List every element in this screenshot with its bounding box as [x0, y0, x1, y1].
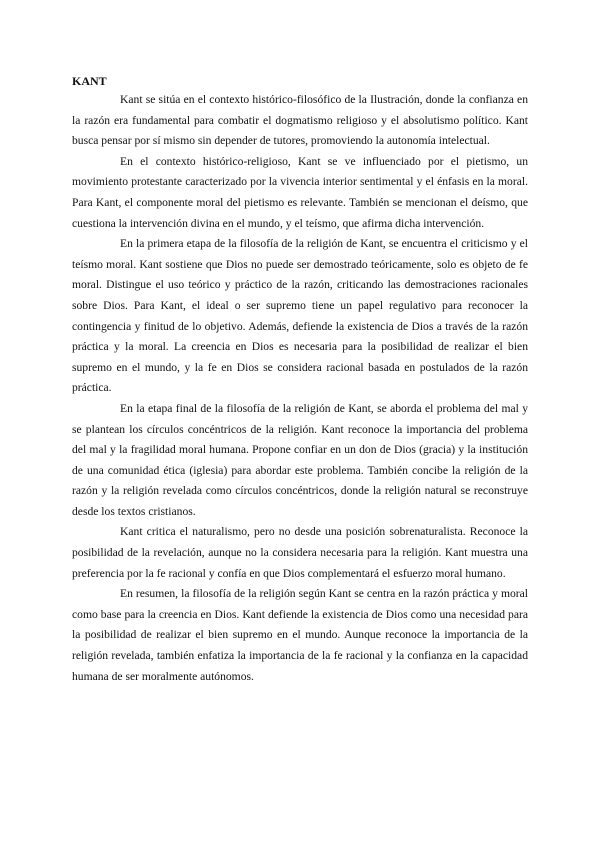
- document-title: KANT: [72, 74, 107, 88]
- paragraph-etapa-final: En la etapa final de la filosofía de la religión de Kant, se aborda el problema del mal y se plantean los círculos concéntricos de la religión. Kant reconoce la importancia del problema del mal y la fragilidad moral humana. Propone confiar en un don de Dios (gracia) y la institución de una comunidad ética (iglesia) para abordar este problema. También concibe la religión de la razón y la religión revelada como círculos concéntricos, donde la religión natural se reconstruye desde los textos cristianos.: [72, 401, 528, 518]
- paragraph-context-ilustracion: Kant se sitúa en el contexto histórico-filosófico de la Ilustración, donde la confianza en la razón era fundamental para combatir el dogmatismo religioso y el absolutismo político. Kant busca pensar por sí mismo sin depender de tutores, promoviendo la autonomía intelectual.: [72, 93, 528, 148]
- paragraph-resumen: En resumen, la filosofía de la religión según Kant se centra en la razón práctica y moral como base para la creencia en Dios. Kant defiende la existencia de Dios como una necesidad para la posibilidad de realizar el bien supremo en el mundo. Aunque reconoce la importancia de la religión revelada, también enfatiza la importancia de la fe racional y la confianza en la capacidad humana de ser moralmente autónomos.: [72, 587, 528, 683]
- paragraph-primera-etapa: En la primera etapa de la filosofía de la religión de Kant, se encuentra el criticismo y el teísmo moral. Kant sostiene que Dios no puede ser demostrado teóricamente, solo es objeto de fe moral. Distingue el uso teórico y práctico de la razón, criticando las demostraciones racionales sobre Dios. Para Kant, el ideal o ser supremo tiene un papel regulativo para reconocer la contingencia y finitud de lo objetivo. Además, defiende la existencia de Dios a través de la razón práctica y la moral. La creencia en Dios es necesaria para la posibilidad de realizar el bien supremo en el mundo, y la fe en Dios se considera racional basada en postulados de la razón práctica.: [72, 237, 528, 395]
- paragraph-context-religioso: En el contexto histórico-religioso, Kant se ve influenciado por el pietismo, un movimiento protestante caracterizado por la vivencia interior sentimental y el énfasis en la moral. Para Kant, el componente moral del pietismo es relevante. También se mencionan el deísmo, que cuestiona la intervención divina en el mundo, y el teísmo, que afirma dicha intervención.: [72, 154, 528, 230]
- document-page: [72, 72, 528, 687]
- paragraph-naturalismo: Kant critica el naturalismo, pero no desde una posición sobrenaturalista. Reconoce la posibilidad de la revelación, aunque no la considera necesaria para la religión. Kant muestra una preferencia por la fe racional y confía en que Dios complementará el esfuerzo moral humano.: [72, 525, 528, 580]
